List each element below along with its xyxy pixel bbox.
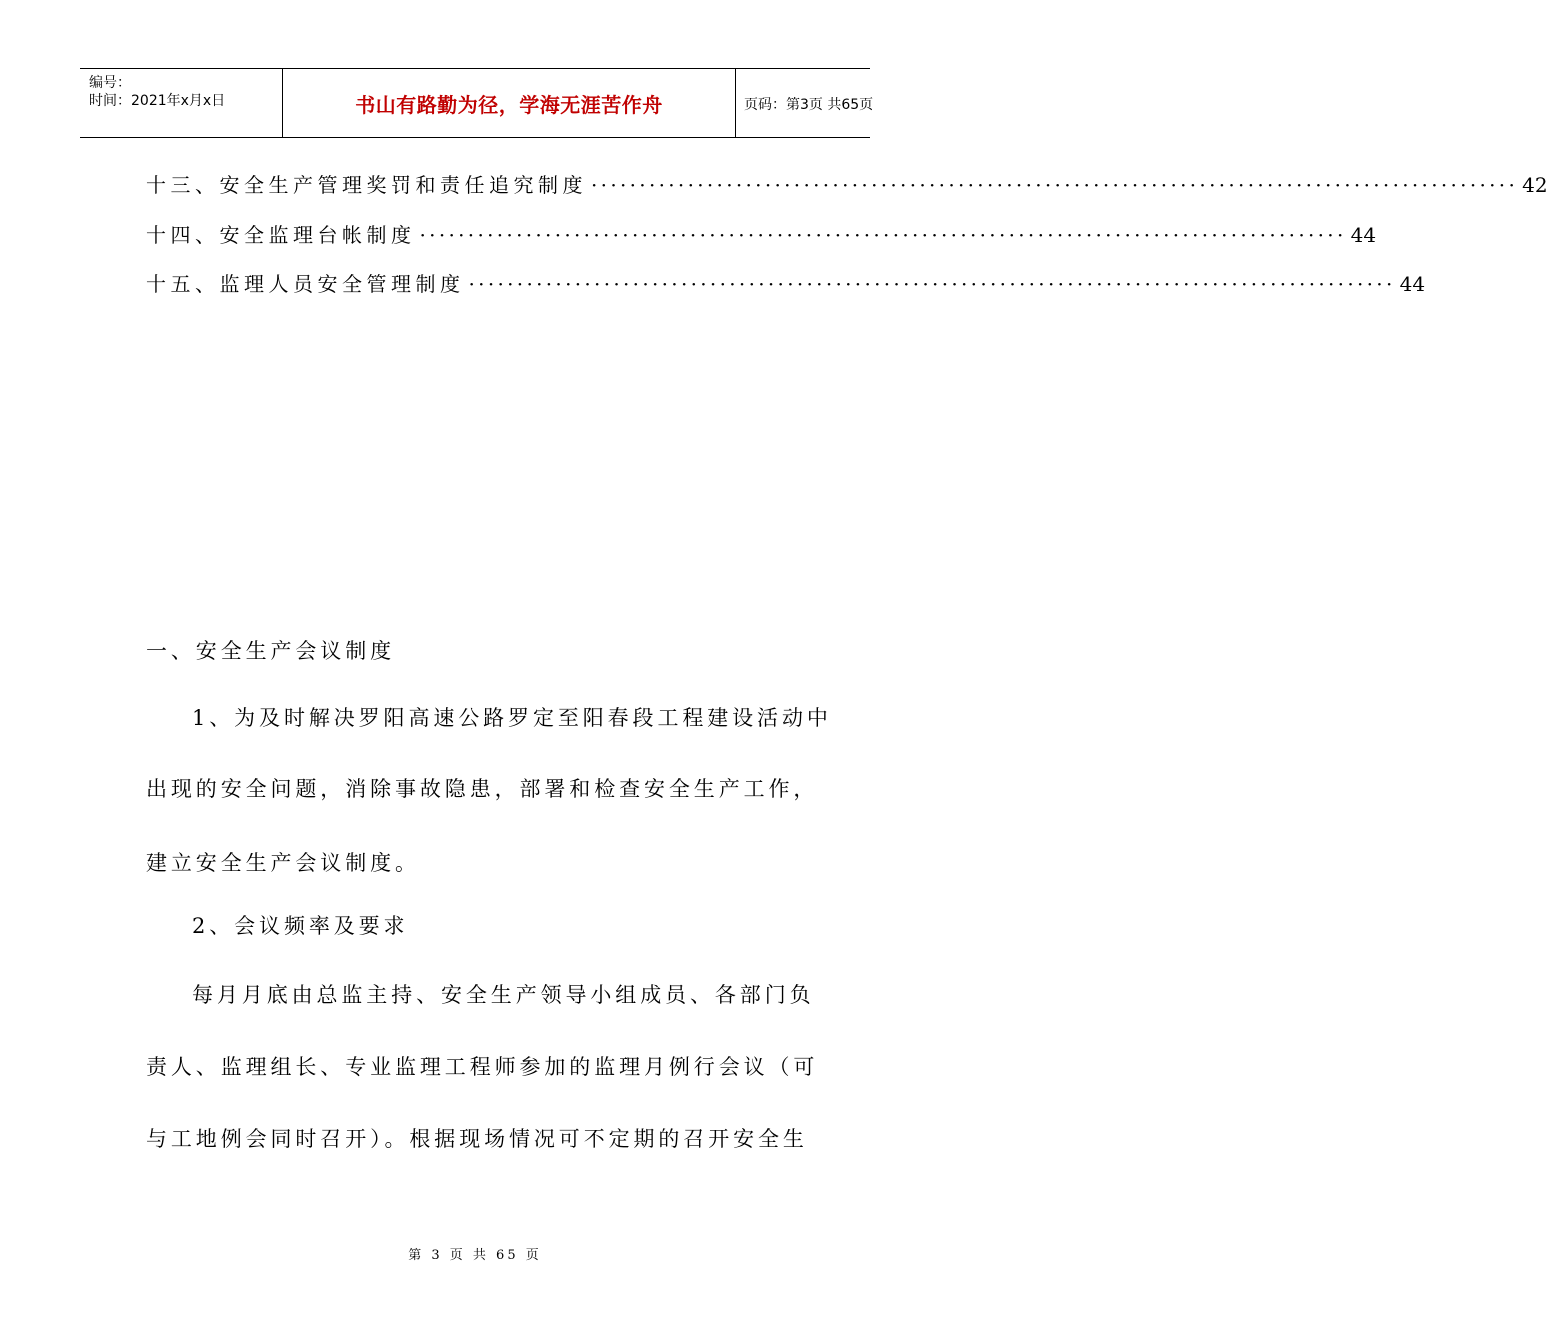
- header-info-cell: [80, 69, 283, 137]
- toc-entry-title: 十四、安全监理台帐制度: [146, 223, 416, 247]
- toc-dot-leader: ································································································: [419, 223, 1347, 247]
- header-page-info: 页码：第3页 共65页: [744, 97, 874, 113]
- toc-entry-page: 42: [1522, 173, 1548, 197]
- toc-entry-title: 十三、安全生产管理奖罚和责任追究制度: [146, 173, 587, 197]
- page-footer: 第 3 页 共 65 页: [408, 1248, 542, 1263]
- toc-entry-page: 44: [1399, 272, 1426, 296]
- toc-entry: [146, 170, 1548, 200]
- document-number-label: 编号：: [89, 75, 131, 91]
- toc-entry-title: 十五、监理人员安全管理制度: [146, 272, 465, 296]
- toc-entry: [146, 269, 1426, 299]
- header-motto: 书山有路勤为径，学海无涯苦作舟: [355, 93, 663, 117]
- paragraph-line: 责人、监理组长、专业监理工程师参加的监理月例行会议（可: [146, 1055, 819, 1079]
- toc-dot-leader: ································································································: [591, 173, 1519, 197]
- paragraph-line: 建立安全生产会议制度。: [146, 851, 420, 875]
- paragraph-line: 与工地例会同时召开）。根据现场情况可不定期的召开安全生: [146, 1127, 808, 1151]
- page-header: [80, 68, 874, 138]
- toc-entry-page: 44: [1350, 223, 1377, 247]
- subsection-heading: 2、会议频率及要求: [192, 914, 409, 938]
- header-page-cell: [736, 69, 874, 137]
- toc-entry: [146, 220, 1377, 250]
- document-date: 时间：2021年x月x日: [89, 93, 226, 109]
- toc-dot-leader: ································································································: [468, 272, 1396, 296]
- paragraph-line: 出现的安全问题，消除事故隐患，部署和检查安全生产工作，: [146, 777, 819, 801]
- section-heading: 一、安全生产会议制度: [146, 639, 395, 663]
- paragraph-line: 1、为及时解决罗阳高速公路罗定至阳春段工程建设活动中: [192, 706, 832, 730]
- header-motto-cell: [283, 69, 736, 137]
- paragraph-line: 每月月底由总监主持、安全生产领导小组成员、各部门负: [192, 983, 815, 1007]
